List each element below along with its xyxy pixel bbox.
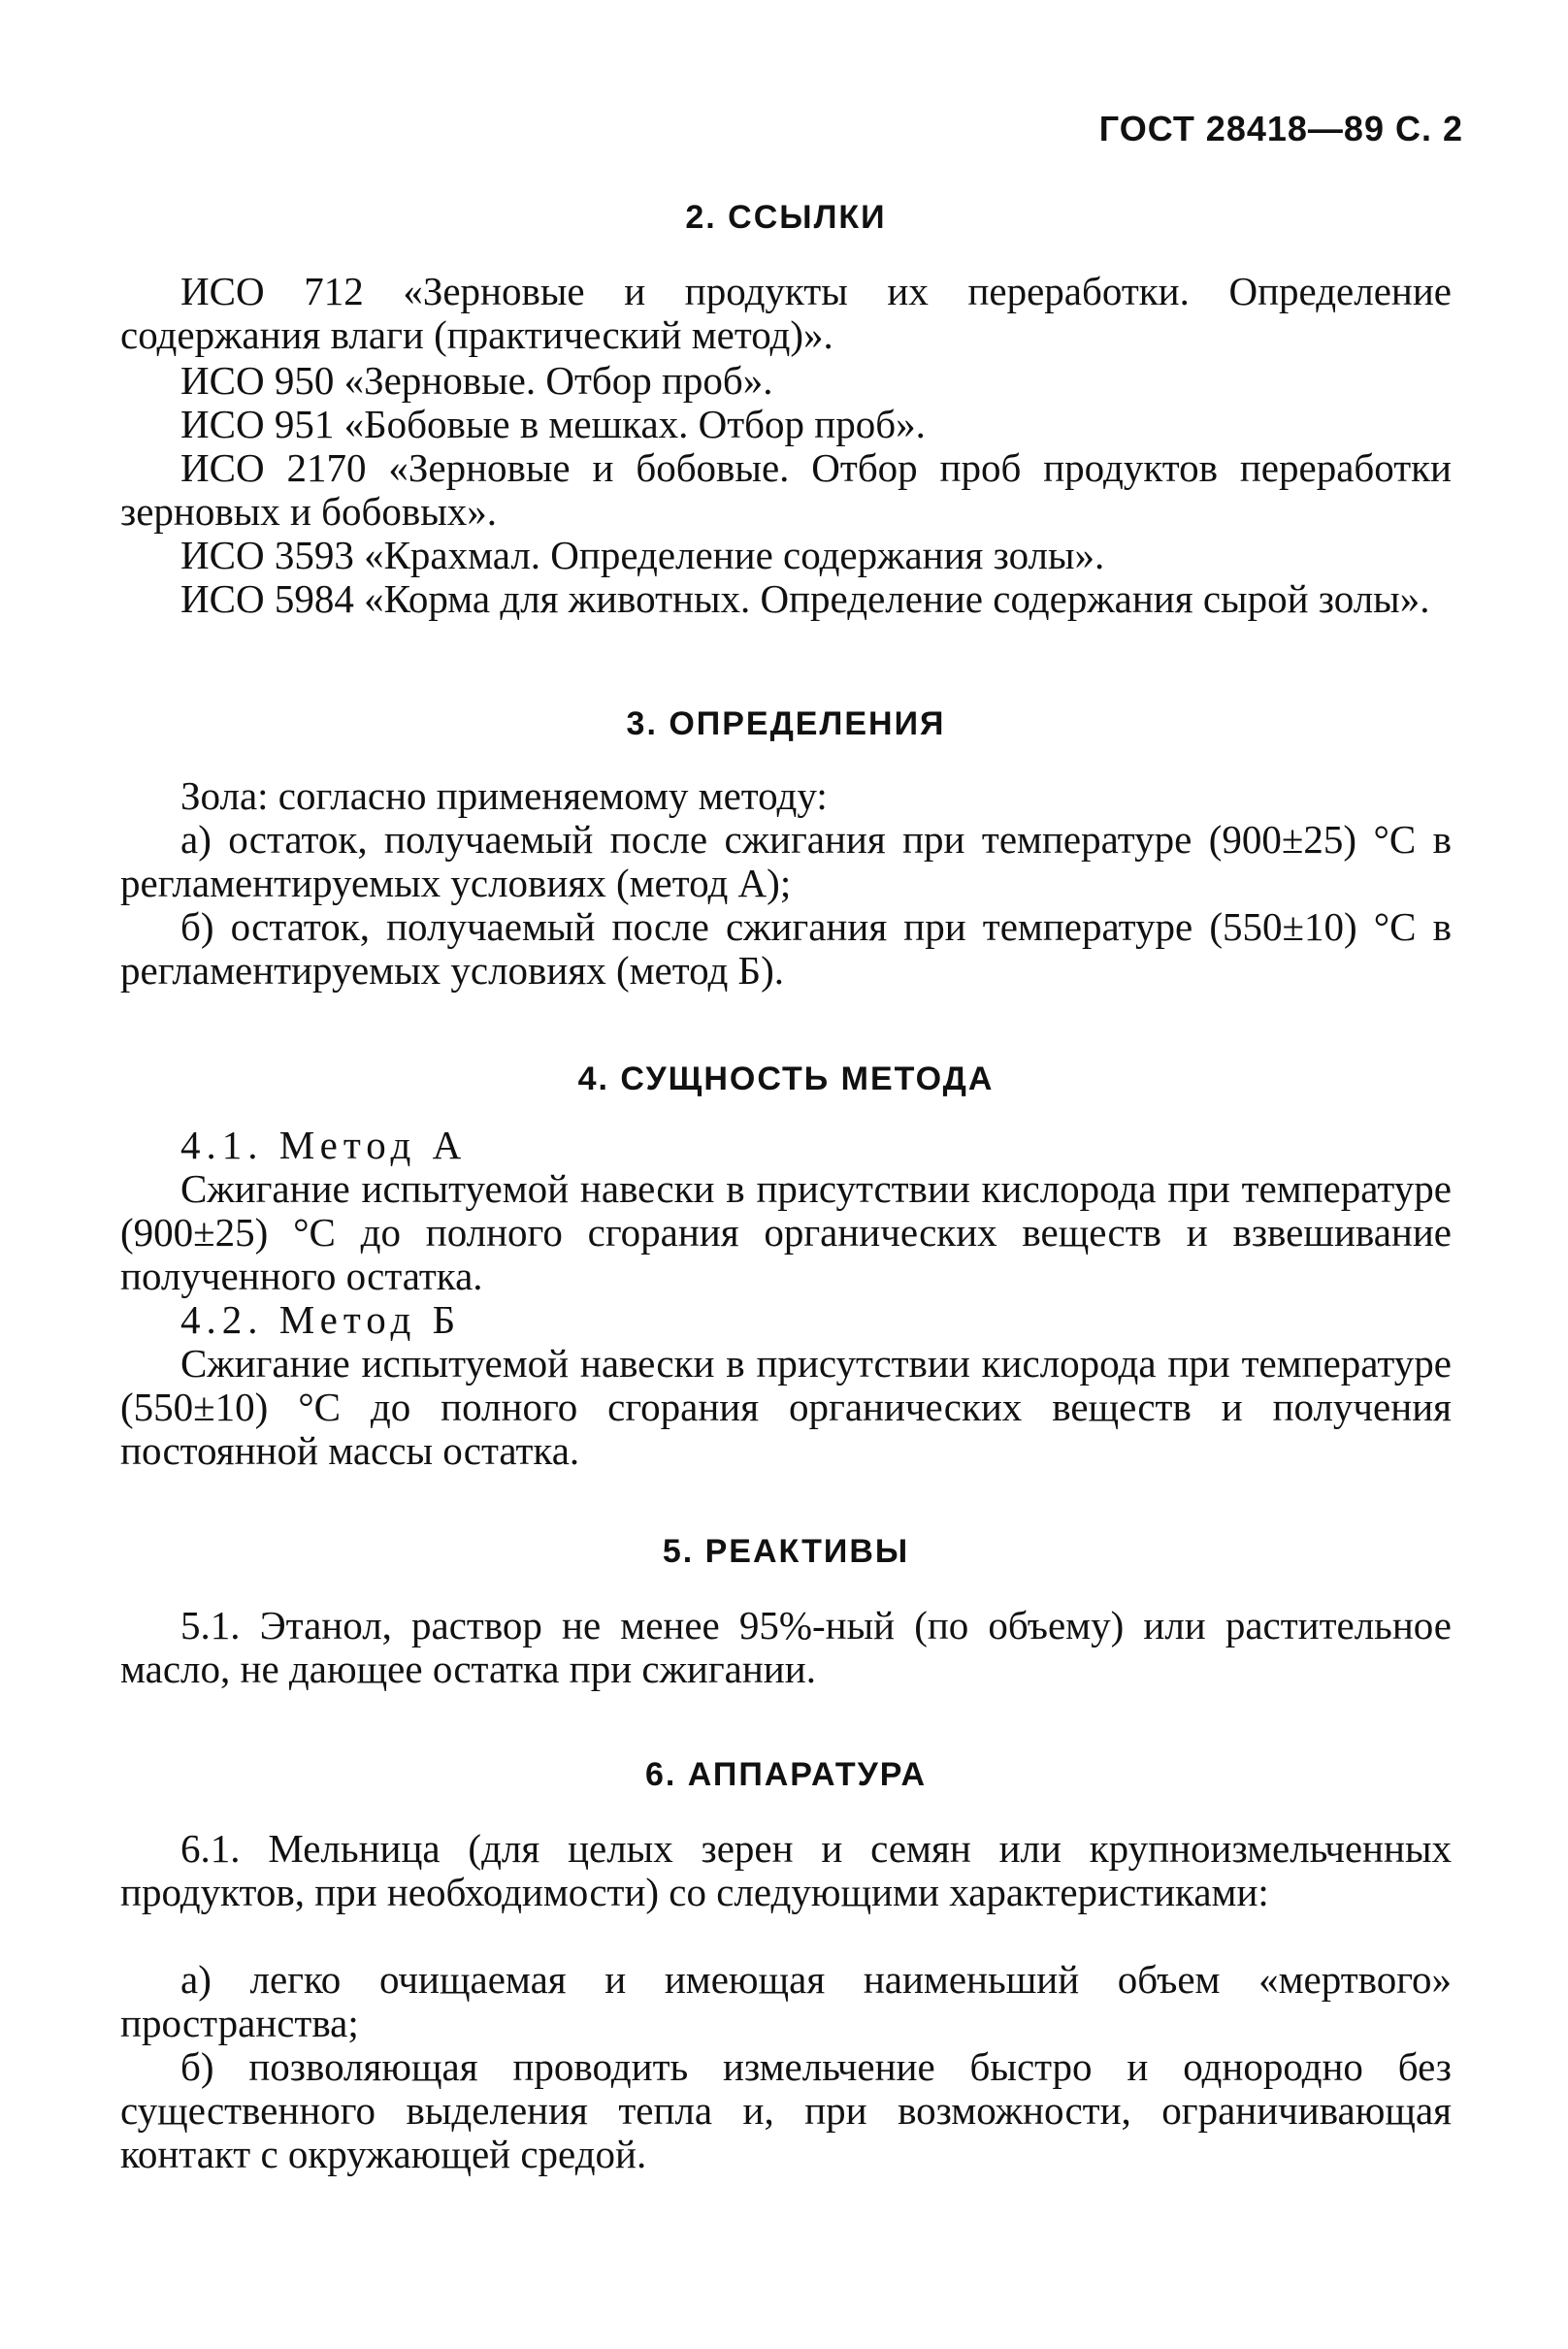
paragraph: Сжигание испытуемой навески в присутствии кислорода при температуре (900±25) °С до полного сгорания органических веществ и взвешивание полученного остатка. bbox=[120, 1166, 1452, 1298]
paragraph: а) легко очищаемая и имеющая наименьший объем «мертвого» пространства; bbox=[120, 1957, 1452, 2045]
paragraph: Сжигание испытуемой навески в присутствии кислорода при температуре (550±10) °С до полного сгорания органических веществ и получения постоянной массы остатка. bbox=[120, 1341, 1452, 1473]
paragraph: 5.1. Этанол, раствор не менее 95%-ный (по объему) или растительное масло, не дающее остатка при сжигании. bbox=[120, 1603, 1452, 1691]
paragraph: ИСО 2170 «Зерновые и бобовые. Отбор проб продуктов переработки зерновых и бобовых». bbox=[120, 445, 1452, 534]
paragraph: б) остаток, получаемый после сжигания при температуре (550±10) °С в регламентируемых условиях (метод Б). bbox=[120, 904, 1452, 993]
paragraph: ИСО 3593 «Крахмал. Определение содержания золы». bbox=[180, 533, 1105, 577]
paragraph: 6.1. Мельница (для целых зерен и семян или крупноизмельченных продуктов, при необходимости) со следующими характеристиками: bbox=[120, 1826, 1452, 1914]
paragraph: Зола: согласно применяемому методу: bbox=[180, 773, 828, 818]
section-heading-references: 2. ССЫЛКИ bbox=[685, 199, 887, 236]
paragraph: б) позволяющая проводить измельчение быстро и однородно без существенного выделения тепла и, при возможности, ограничивающая контакт с окружающей средой. bbox=[120, 2044, 1452, 2176]
section-heading-method-essence: 4. СУЩНОСТЬ МЕТОДА bbox=[577, 1060, 995, 1097]
section-heading-reagents: 5. РЕАКТИВЫ bbox=[662, 1533, 910, 1570]
paragraph: ИСО 5984 «Корма для животных. Определение содержания сырой золы». bbox=[180, 576, 1430, 621]
page-header: ГОСТ 28418—89 С. 2 bbox=[1098, 109, 1463, 148]
subsection-title: 4.2. Метод Б bbox=[180, 1297, 462, 1342]
paragraph: ИСО 951 «Бобовые в мешках. Отбор проб». bbox=[180, 402, 926, 446]
paragraph: а) остаток, получаемый после сжигания при температуре (900±25) °С в регламентируемых условиях (метод А); bbox=[120, 817, 1452, 905]
section-heading-apparatus: 6. АППАРАТУРА bbox=[644, 1756, 928, 1793]
paragraph: ИСО 712 «Зерновые и продукты их переработки. Определение содержания влаги (практический метод)». bbox=[120, 269, 1452, 357]
section-heading-definitions: 3. ОПРЕДЕЛЕНИЯ bbox=[626, 705, 946, 742]
subsection-title: 4.1. Метод А bbox=[180, 1123, 468, 1167]
paragraph: ИСО 950 «Зерновые. Отбор проб». bbox=[180, 358, 773, 403]
